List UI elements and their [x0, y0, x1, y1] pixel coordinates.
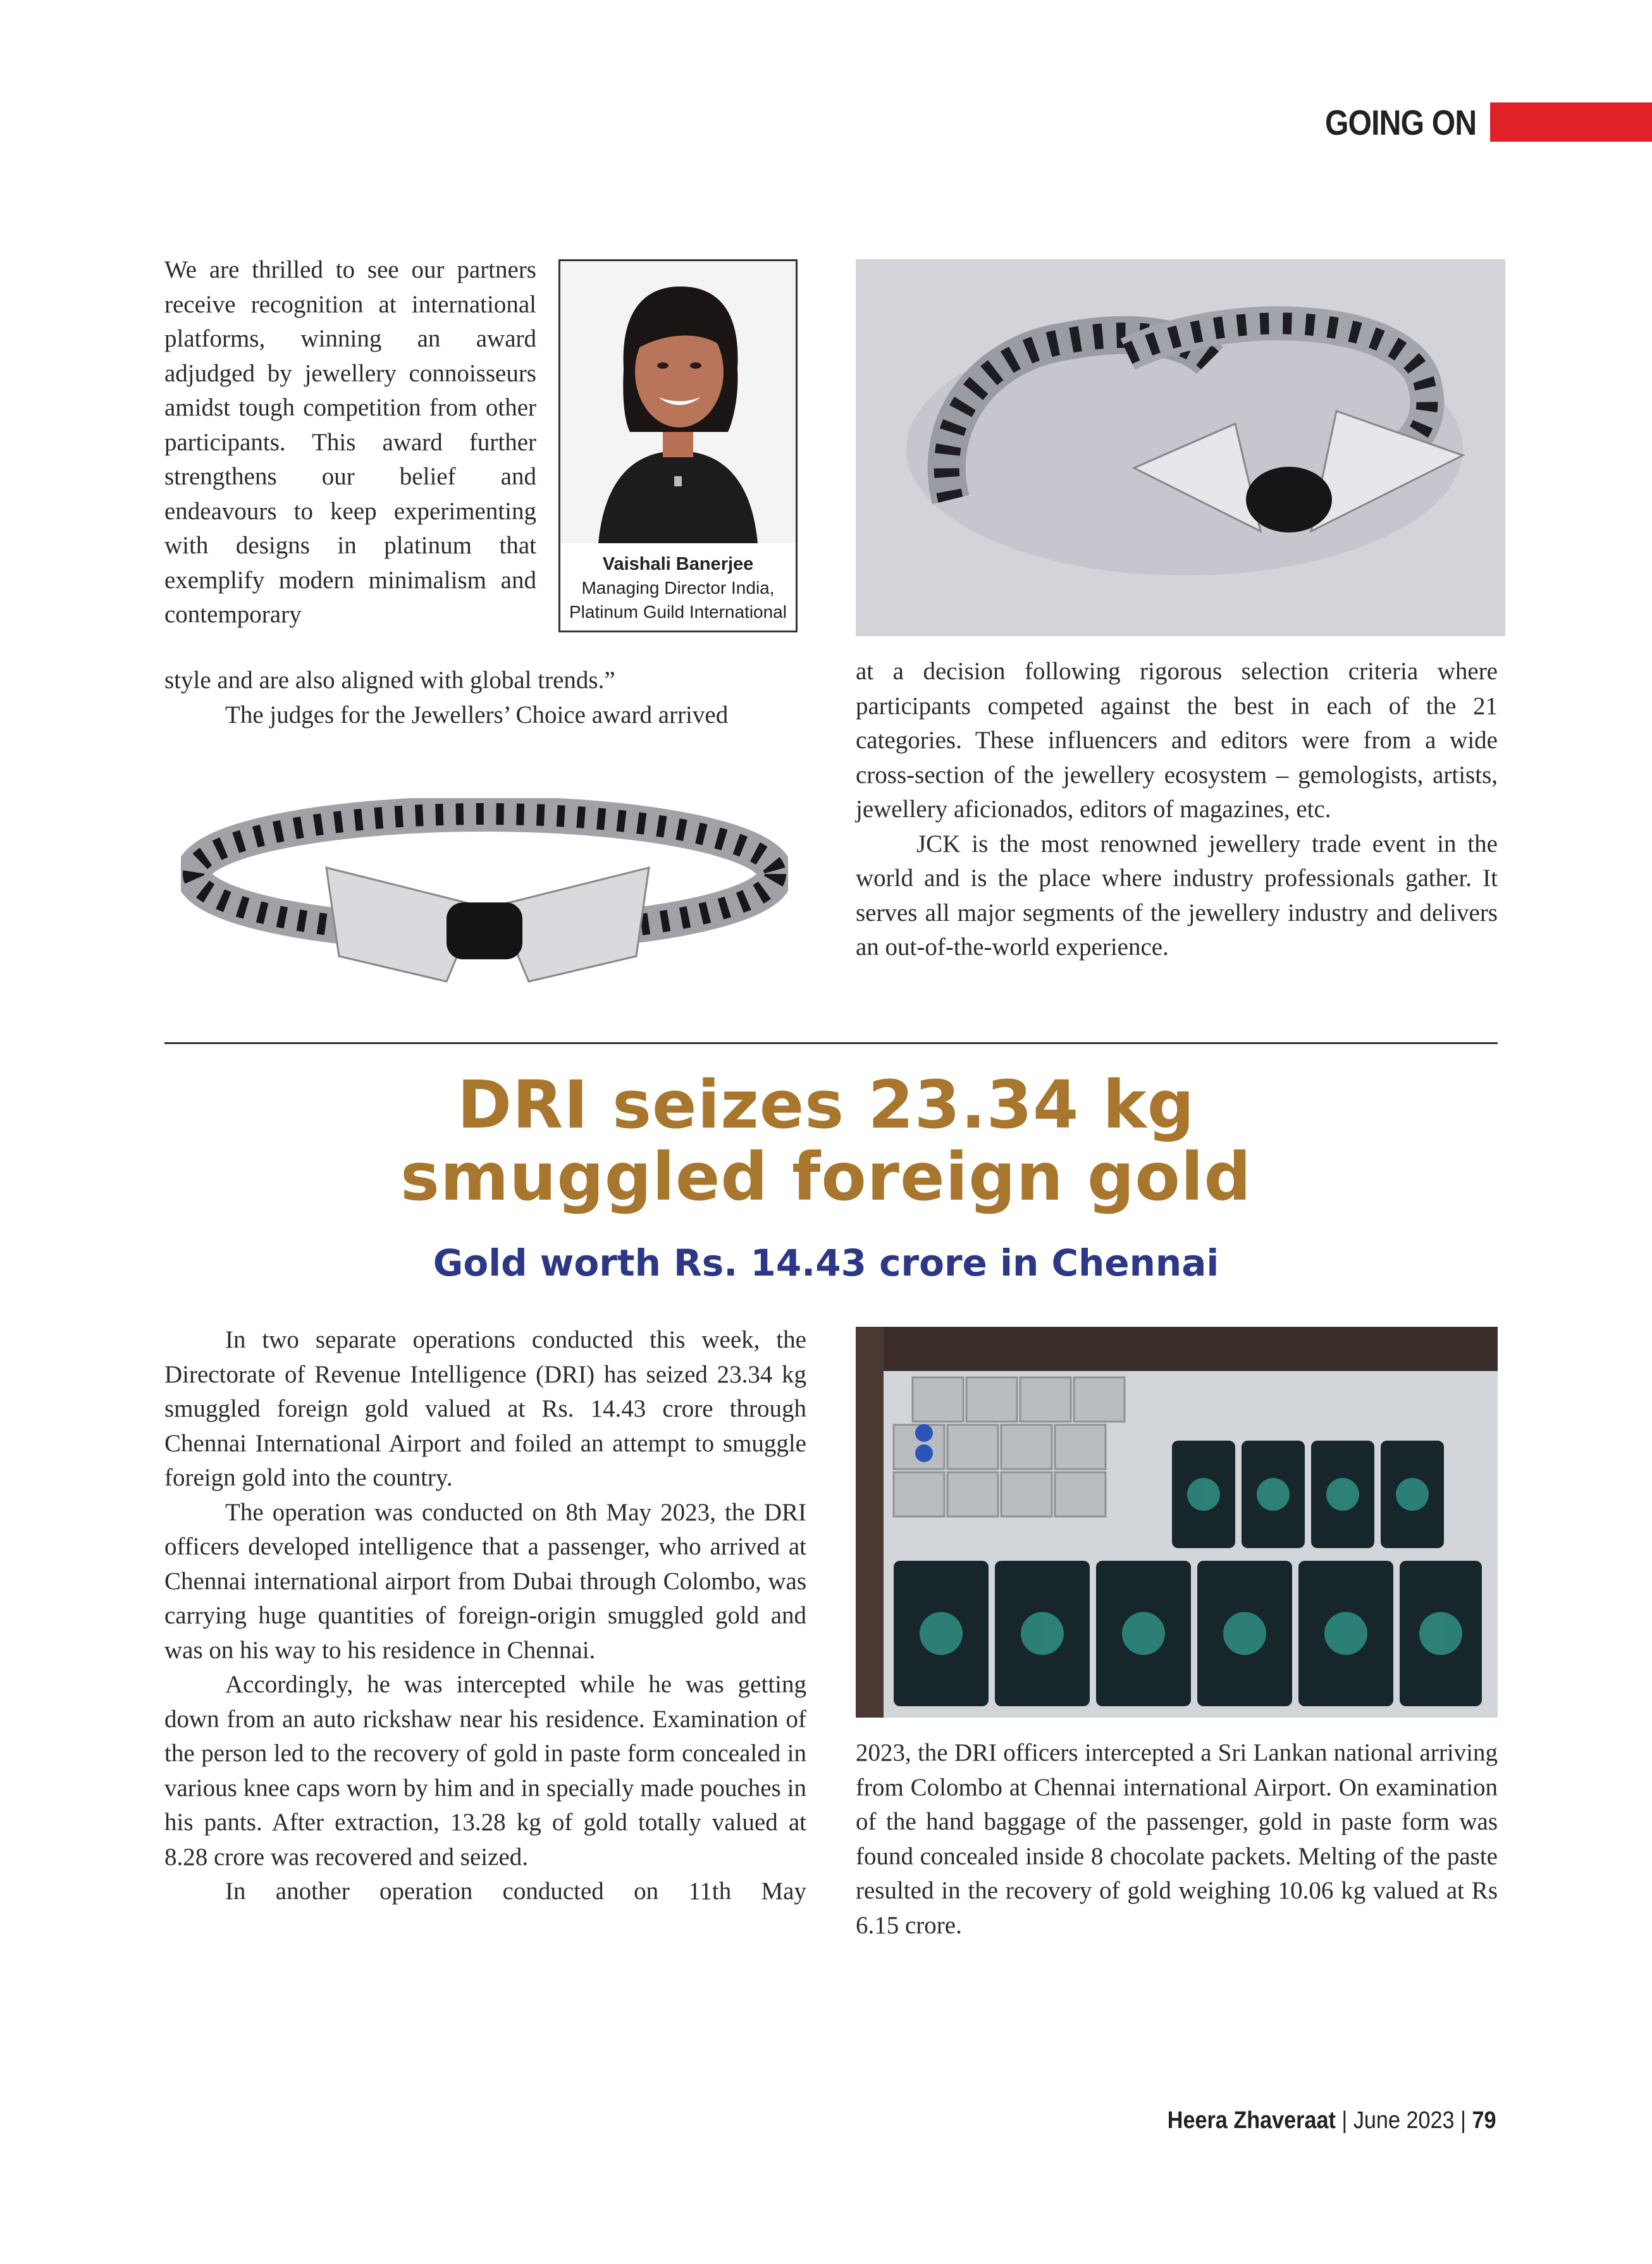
quote-continuation — [164, 663, 806, 732]
article-headline — [0, 1066, 1652, 1215]
footer-separator-1: | — [1341, 2107, 1348, 2134]
quote-end: style and are also aligned with global trends.” — [164, 667, 615, 694]
selection-paragraph: at a decision following rigorous selection criteria where participants competed against the best in each of the 21 categories. These influencers and editors were from a wide cross-section of the jewellery ecosystem – gemologists, artists, jewellery aficionados, editors of magazines, etc. — [856, 658, 1498, 823]
portrait-frame — [558, 259, 798, 632]
dri-paragraph-3: Accordingly, he was intercepted while he was getting down from an auto rickshaw near his residence. Examination of the person led to the recovery of gold in paste form concealed in various knee caps worn by him and in specially made pouches in his pants. After extraction, 13.28 kg of gold totally valued at 8.28 crore was recovered and seized. — [164, 1671, 806, 1871]
footer-page-number: 79 — [1472, 2107, 1496, 2134]
dri-right-paragraph: 2023, the DRI officers intercepted a Sri Lankan national arriving from Colombo at Chennai international Airport. On examination of the hand baggage of the passenger, gold in paste form was found concealed inside 8 chocolate packets. Melting of the paste resulted in the recovery of gold weighing 10.06 kg valued at Rs 6.15 crore. — [856, 1739, 1498, 1939]
section-label: GOING ON — [1324, 102, 1476, 142]
caption-title-line1: Managing Director India, — [581, 578, 775, 598]
bracelet-photo — [181, 798, 788, 994]
article-subheadline: Gold worth Rs. 14.43 crore in Chennai — [433, 1241, 1219, 1284]
dri-paragraph-4: In another operation conducted on 11th May — [225, 1878, 806, 1905]
section-header — [1300, 102, 1652, 142]
quote-column — [164, 253, 536, 632]
dri-left-column — [164, 1323, 806, 1909]
article-divider — [164, 1042, 1498, 1044]
headline-line1: DRI seizes 23.34 kg — [457, 1066, 1195, 1143]
caption-name: Vaishali Banerjee — [602, 554, 754, 574]
portrait-photo — [560, 261, 796, 543]
dri-paragraph-2: The operation was conducted on 8th May 2023, the DRI officers developed intelligence that a passenger, who arrived at Chennai international airport from Dubai through Colombo, was carrying huge quantities of foreign-origin smuggled gold and was on his way to his residence in Chennai. — [164, 1498, 806, 1664]
caption-title-line2: Platinum Guild International — [569, 602, 787, 622]
jck-paragraph: JCK is the most renowned jewellery trade event in the world and is the place where industry professionals gather. It serves all major segments of the jewellery industry and delivers an out-of-the-world experience. — [856, 830, 1498, 961]
jck-right-column — [856, 655, 1498, 965]
bangle-photo — [856, 259, 1505, 636]
footer-publication: Heera Zhaveraat — [1168, 2107, 1336, 2134]
page-footer — [1168, 2107, 1496, 2134]
judges-paragraph-start: The judges for the Jewellers’ Choice award arrived — [225, 701, 729, 729]
headline-line2: smuggled foreign gold — [400, 1138, 1252, 1215]
quote-paragraph: We are thrilled to see our partners receive recognition at international platforms, winning an award adjudged by jewellery connoisseurs amidst tough competition from other participants. This award further strengthens our belief and endeavours to keep experimenting with designs in platinum that exemplify modern minimalism and contemporary — [164, 256, 536, 628]
dri-paragraph-1: In two separate operations conducted this week, the Directorate of Revenue Intelligence (DRI) has seized 23.34 kg smuggled foreign gold valued at Rs. 14.43 crore through Chennai International Airport and foiled an attempt to smuggle foreign gold into the country. — [164, 1326, 806, 1491]
seized-items-photo — [856, 1327, 1498, 1718]
footer-issue: June 2023 — [1353, 2107, 1455, 2134]
portrait-caption — [560, 543, 796, 624]
section-accent-bar — [1490, 102, 1652, 142]
dri-right-column — [856, 1736, 1498, 1943]
footer-separator-2: | — [1460, 2107, 1467, 2134]
